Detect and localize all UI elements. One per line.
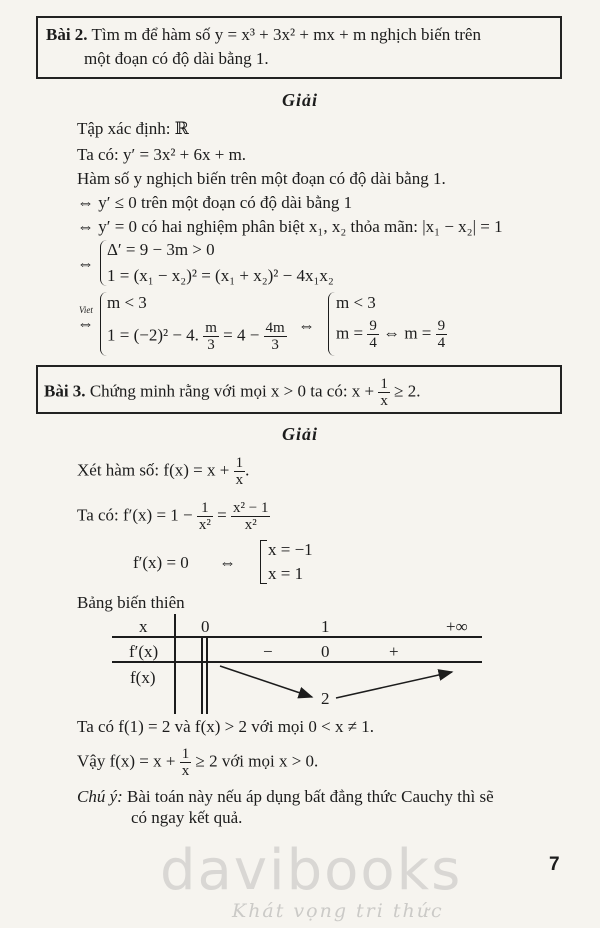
frac-numerator: 9: [437, 318, 446, 334]
table-f-min: 2: [321, 689, 330, 708]
table-fp-pos: +: [389, 642, 399, 661]
sol3-critical-b: x = 1: [268, 564, 304, 583]
note-line-2: có ngay kết quả.: [131, 808, 243, 827]
problem-2-label: Bài 2.: [46, 25, 88, 44]
sol2-sys2-eq-a: m < 3: [107, 293, 147, 312]
table-f-label: f(x): [130, 668, 156, 687]
sol2-sys1-eq-a: Δ′ = 9 − 3m > 0: [107, 240, 215, 259]
table-fp-zero: 0: [321, 642, 330, 661]
sol2-sys3-eq-a: m < 3: [336, 293, 376, 312]
increasing-arrow: [336, 672, 452, 698]
table-fp-label: f′(x): [129, 642, 159, 661]
sol2-sys2-arrow: ⇔: [77, 314, 94, 333]
note-line-1: [77, 787, 494, 807]
sol3-conclusion-2-tail: ≥ 2 với mọi x > 0.: [195, 751, 319, 771]
sol3-conclusion-frac: [180, 746, 192, 779]
sol3-table-title: Bảng biến thiên: [77, 593, 185, 612]
frac-numerator: 4m: [265, 320, 285, 336]
sol2-condition: Hàm số y nghịch biến trên một đoạn có độ dài bằng 1.: [77, 169, 446, 188]
sol3-derivative-eq: =: [217, 505, 227, 525]
sol2-sys2-eq-b-pre: 1 = (−2)² − 4.: [107, 325, 199, 345]
sol2-sys3-mid: ⇔ m =: [383, 323, 432, 343]
table-x-label: x: [139, 617, 148, 636]
watermark-brand: davibooks: [160, 838, 463, 903]
frac-numerator: 1: [181, 746, 190, 762]
frac-numerator: 9: [369, 318, 377, 334]
frac-numerator: 1: [197, 500, 213, 517]
table-x0: 0: [201, 617, 210, 636]
frac-denominator: x²: [244, 517, 257, 533]
sol3-conclusion-2: [77, 746, 318, 779]
sol3-function-def-pre: Xét hàm số: f(x) = x +: [77, 460, 230, 480]
solution-heading-2: Giải: [282, 424, 319, 444]
sol2-sys2-eq-b-mid: = 4 −: [223, 325, 260, 345]
sol2-domain: Tập xác định: ℝ: [77, 119, 189, 138]
problem-3-tail: ≥ 2.: [394, 381, 421, 401]
sol2-sys3-arrow: ⇔: [298, 316, 315, 335]
sol3-critical-a: x = −1: [268, 540, 313, 559]
note-text-1: Bài toán này nếu áp dụng bất đẳng thức Cauchy thì sẽ: [127, 787, 494, 806]
table-x1: 1: [321, 617, 330, 636]
frac-denominator: x: [235, 472, 244, 488]
frac-denominator: 4: [437, 335, 446, 351]
watermark-slogan: Khát vọng tri thức: [232, 900, 444, 922]
sol2-sys3-eq-b-pre: m =: [336, 323, 364, 343]
page-number: 7: [549, 854, 560, 875]
table-fp-neg: −: [263, 642, 273, 661]
frac-numerator: m: [205, 320, 217, 336]
sol2-step-1: ⇔ y′ ≤ 0 trên một đoạn có độ dài bằng 1: [77, 193, 353, 212]
sol2-sys1-eq-b: 1 = (x₁ − x₂)² = (x₁ + x₂)² − 4x₁x₂: [107, 266, 334, 285]
problem-3-label: Bài 3.: [44, 381, 86, 401]
sol2-sys1-arrow: ⇔: [77, 254, 94, 273]
sol3-conclusion-2-pre: Vậy f(x) = x +: [77, 751, 176, 771]
decreasing-arrow: [220, 666, 312, 697]
frac-denominator: x²: [198, 517, 211, 533]
frac-denominator: x: [181, 763, 190, 779]
sol3-function-def-tail: .: [245, 460, 250, 480]
sol3-critical-arrow: ⇔: [219, 553, 237, 572]
frac-denominator: 3: [207, 337, 215, 353]
frac-numerator: 1: [235, 455, 244, 471]
frac-numerator: x² − 1: [232, 500, 269, 516]
frac-denominator: 3: [271, 337, 279, 353]
frac-denominator: 4: [369, 335, 377, 351]
solution-heading-1: Giải: [282, 90, 319, 110]
note-label: Chú ý:: [77, 787, 123, 806]
frac-numerator: 1: [380, 376, 388, 392]
sol3-derivative-pre: Ta có: f′(x) = 1 −: [77, 505, 193, 525]
table-x2: +∞: [446, 617, 468, 636]
sol2-step-2: ⇔ y′ = 0 có hai nghiệm phân biệt x₁, x₂ thỏa mãn: |x₁ − x₂| = 1: [77, 217, 503, 236]
sol3-critical-pre: f′(x) = 0: [133, 553, 189, 572]
frac-denominator: x: [380, 393, 388, 409]
sol2-viet-label: Viet: [79, 305, 93, 315]
problem-3-text: Chứng minh rằng với mọi x > 0 ta có: x +: [89, 381, 375, 401]
sol2-derivative: Ta có: y′ = 3x² + 6x + m.: [77, 145, 247, 164]
problem-2-line-2: một đoạn có độ dài bằng 1.: [84, 49, 269, 68]
sol3-conclusion-1: Ta có f(1) = 2 và f(x) > 2 với mọi 0 < x ≠ 1.: [77, 717, 375, 736]
problem-2-statement: Tìm m để hàm số y = x³ + 3x² + mx + m nghịch biến trên: [91, 25, 481, 44]
